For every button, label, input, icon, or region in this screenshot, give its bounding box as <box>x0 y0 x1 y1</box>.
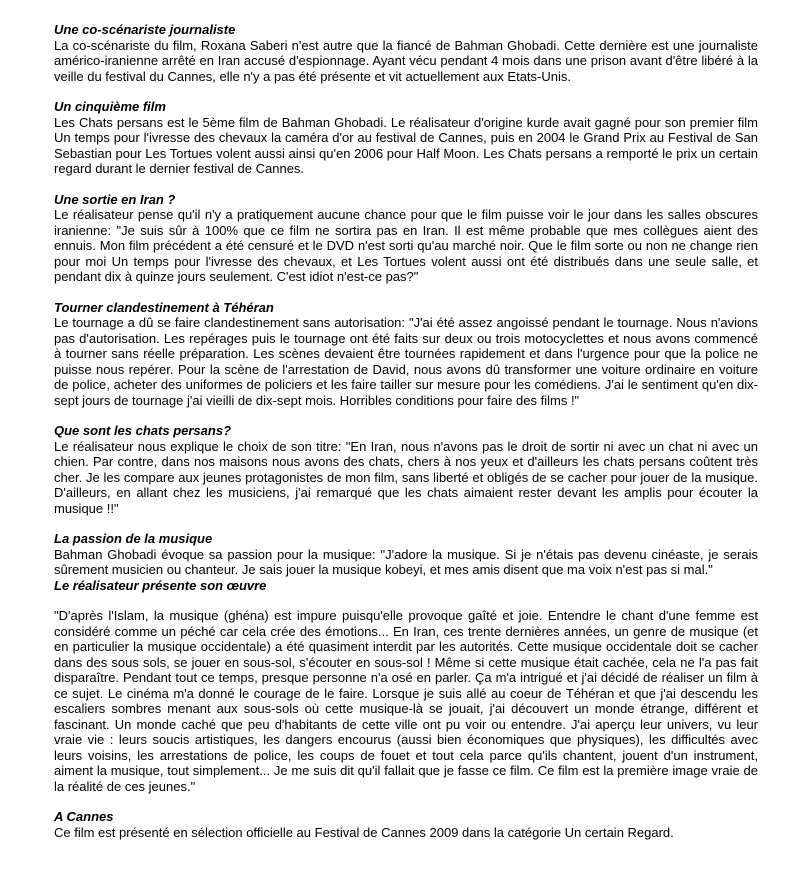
section-paragraph: Ce film est présenté en sélection officielle au Festival de Cannes 2009 dans la catégorie Un certain Regard. <box>54 824 674 840</box>
section-paragraph: Bahman Ghobadi évoque sa passion pour la musique: "J'adore la musique. Si je n'étais pas devenu cinéaste, je serais sûrement musicien ou chanteur. Je sais jouer la musique kobeyi, et mes amis disent que ma voix n'est pas si mal." <box>54 546 758 577</box>
section-co-scenariste <box>54 22 758 84</box>
section-heading: Le réalisateur présente son œuvre <box>54 577 267 593</box>
section-heading: Une co-scénariste journaliste <box>54 22 236 37</box>
section-heading: Une sortie en Iran ? <box>54 191 176 207</box>
section-paragraph: Le tournage a dû se faire clandestinement sans autorisation: "J'ai été assez angoissé pendant le tournage. Nous n'avions pas d'autorisation. Les repérages puis le tournage ont été faits sur deux ou trois motocyclettes et nous avons commencé à tourner sans réelle préparation. Les scènes devaient être tournées rapidement et dans l'urgence pour que la police ne puisse nous repérer. Pour la scène de l'arrestation de David, nous avons dû transformer une voiture ordinaire en voiture de police, acheter des uniformes de policiers et les faire tailler sur mesure pour les comédiens. J'ai le sentiment qu'en dix-sept jours de tournage j'ai vieilli de dix-sept mois. Horribles conditions pour faire des films !" <box>54 315 758 408</box>
section-tourner-clandestinement <box>54 300 758 409</box>
section-realisateur-oeuvre <box>54 578 758 795</box>
section-heading: Un cinquième film <box>54 99 166 114</box>
section-paragraph: Le réalisateur pense qu'il n'y a pratiquement aucune chance pour que le film puisse voir le jour dans les salles obscures iranienne: "Je suis sûr à 100% que ce film ne sortira pas en Iran. Il est même probable que mes collègues aient des ennuis. Mon film précédent a été censuré et le DVD n'est sorti qu'au marché noir. Que le film sorte ou non ne change rien pour moi Un temps pour l'ivresse des chevaux, et Les Tortues volent aussi ont été distribués dans une seule salle, et pendant dix à quinze jours seulement. C'est idiot n'est-ce pas?" <box>54 207 758 284</box>
section-sortie-iran <box>54 192 758 285</box>
section-paragraph: Le réalisateur nous explique le choix de son titre: "En Iran, nous n'avons pas le droit de sortir ni avec un chat ni avec un chien. Par contre, dans nos maisons nous avons des chats, chers à nos yeux et d'ailleurs les chats persans coûtent très cher. Je les compare aux jeunes protagonistes de mon film, sans liberté et obligés de se cacher pour jouer de la musique. D'ailleurs, en allant chez les musiciens, j'ai remarqué que les chats aimaient rester devant les amplis pour écouter la musique !!" <box>54 438 758 516</box>
section-heading: La passion de la musique <box>54 531 213 546</box>
section-paragraph: "D'après l'Islam, la musique (ghéna) est impure puisqu'elle provoque gaîté et joie. Entendre le chant d'une femme est considéré comme un péché car cela crée des émotions... En Iran, ces trente dernières années, un genre de musique (et en particulier la musique occidentale) a été quasiment interdit par les autorités. Cette musique occidentale doit se cacher dans des sous sols, se jouer en sous-sol, s'écouter en sous-sol ! Même si cette musique était cachée, cela ne l'a pas fait disparaître. Pendant tout ce temps, presque personne n'a osé en parler. Ça m'a intrigué et j'ai décidé de réaliser un film à ce sujet. Le cinéma m'a donné le courage de le faire. Lorsque je suis allé au coeur de Téhéran et que j'ai descendu les escaliers sombres menant aux sous-sols où cette musique-là se jouait, j'ai découvert un monde étrange, différent et fascinant. Un monde caché que peu d'habitants de cette ville ont pu voir ou entendre. J'ai aperçu leur univers, vu leur vraie vie : leurs soucis artistiques, les dangers encourus (aussi bien économiques que physiques), les difficultés avec leurs voisins, les arrestations de police, les coups de fouet et tout cela parce qu'ils chantent, jouent d'un instrument, aiment la musique, tout simplement... Je me suis dit qu'il fallait que je fasse ce film. Ce film est la première image vraie de la réalité de ces jeunes." <box>54 608 758 794</box>
section-heading: A Cannes <box>54 809 114 824</box>
section-heading: Tourner clandestinement à Téhéran <box>54 299 274 315</box>
section-cinquieme-film <box>54 99 758 177</box>
section-passion-musique <box>54 531 758 578</box>
section-a-cannes <box>54 809 758 840</box>
section-heading: Que sont les chats persans? <box>54 423 232 438</box>
section-paragraph: La co-scénariste du film, Roxana Saberi n'est autre que la fiancé de Bahman Ghobadi. Cette dernière est une journaliste américo-iranienne arrêté en Iran accusé d'espionnage. Ayant vécu pendant 4 mois dans une prison avant d'être libéré à la veille du festival du Cannes, elle n'y a pas été présente et vit actuellement aux Etats-Unis. <box>54 37 758 84</box>
section-chats-persans <box>54 423 758 516</box>
section-paragraph: Les Chats persans est le 5ème film de Bahman Ghobadi. Le réalisateur d'origine kurde avait gagné pour son premier film Un temps pour l'ivresse des chevaux la caméra d'or au festival de Cannes, puis en 2004 le Grand Prix au Festival de San Sebastian pour Les Tortues volent aussi ainsi qu'en 2006 pour Half Moon. Les Chats persans a remporté le prix un certain regard durant le dernier festival de Cannes. <box>54 114 758 176</box>
